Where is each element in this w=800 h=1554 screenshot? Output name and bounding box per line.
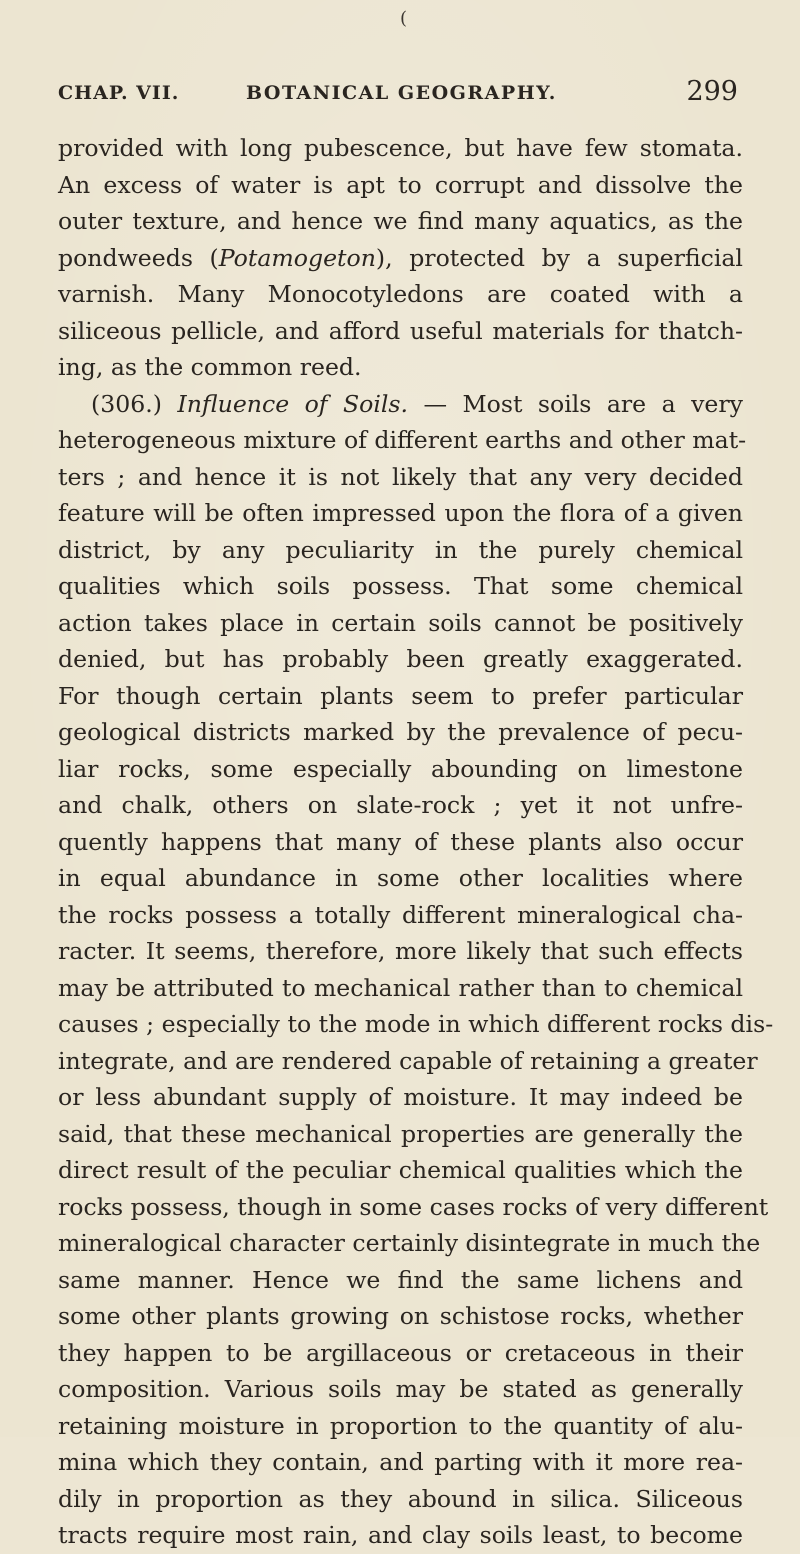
section-heading-line: (306.) Influence of Soils. — Most soils are a very (91, 389, 743, 418)
text-line: retaining moisture in proportion to the quantity of alu- (58, 1411, 743, 1440)
text-line: pondweeds (Potamogeton), protected by a superficial (58, 243, 743, 272)
text-line: same manner. Hence we find the same lichens and (58, 1265, 743, 1294)
text-line: some other plants growing on schistose rocks, whether (58, 1302, 743, 1330)
text-line: racter. It seems, therefore, more likely that such effects (58, 937, 743, 965)
text-line: heterogeneous mixture of different earths and other mat- (58, 426, 747, 454)
text-line: composition. Various soils may be stated as generally (58, 1375, 743, 1403)
text-line: varnish. Many Monocotyledons are coated with a (58, 280, 743, 308)
text-line: qualities which soils possess. That some chemical (58, 572, 743, 600)
margin-mark: ( (400, 8, 408, 29)
text-line: geological districts marked by the prevalence of pecu- (58, 718, 743, 746)
page-number: 299 (686, 76, 738, 107)
text-line: outer texture, and hence we find many aquatics, as the (58, 207, 743, 235)
text-line: district, by any peculiarity in the purely chemical (58, 535, 743, 564)
text-line: feature will be often impressed upon the flora of a given (58, 499, 743, 527)
text-line: liar rocks, some especially abounding on limestone (58, 754, 743, 783)
text-line: ing, as the common reed. (58, 353, 362, 381)
text-line: or less abundant supply of moisture. It may indeed be (58, 1083, 743, 1111)
text-line: in equal abundance in some other localities where (58, 864, 743, 892)
text-line: provided with long pubescence, but have few stomata. (58, 134, 743, 162)
running-title: BOTANICAL GEOGRAPHY. (246, 82, 557, 104)
text-line: direct result of the peculiar chemical qualities which the (58, 1156, 743, 1184)
italic-term: Potamogeton (218, 243, 376, 272)
text-line: integrate, and are rendered capable of retaining a greater (58, 1046, 758, 1075)
text-line: quently happens that many of these plants also occur (58, 827, 743, 856)
text-line: denied, but has probably been greatly exaggerated. (58, 645, 743, 673)
text-line: and chalk, others on slate-rock ; yet it not unfre- (58, 791, 743, 819)
text-line: mina which they contain, and parting with it more rea- (58, 1448, 743, 1476)
text-line: rocks possess, though in some cases rocks of very different (58, 1192, 769, 1221)
text-line: the rocks possess a totally different mineralogical cha- (58, 900, 743, 929)
text-line: ters ; and hence it is not likely that any very decided (58, 462, 743, 491)
text-line: tracts require most rain, and clay soils least, to become (58, 1521, 743, 1549)
text-line: action takes place in certain soils cannot be positively (58, 608, 743, 637)
text-line: may be attributed to mechanical rather than to chemical (58, 973, 743, 1002)
italic-term: Influence of Soils. (177, 389, 409, 418)
chapter-label: CHAP. VII. (58, 82, 180, 104)
text-line: mineralogical character certainly disintegrate in much the (58, 1229, 761, 1257)
text-line: siliceous pellicle, and afford useful materials for thatch- (58, 316, 743, 345)
text-line: An excess of water is apt to corrupt and dissolve the (58, 170, 743, 199)
text-line: they happen to be argillaceous or cretaceous in their (58, 1338, 743, 1367)
text-line: dily in proportion as they abound in silica. Siliceous (58, 1484, 743, 1513)
text-line: For though certain plants seem to prefer particular (58, 681, 743, 710)
text-line: causes ; especially to the mode in which different rocks dis- (58, 1010, 774, 1038)
page-header (58, 78, 738, 118)
text-line: said, that these mechanical properties are generally the (58, 1119, 743, 1148)
body-text (58, 130, 774, 1554)
